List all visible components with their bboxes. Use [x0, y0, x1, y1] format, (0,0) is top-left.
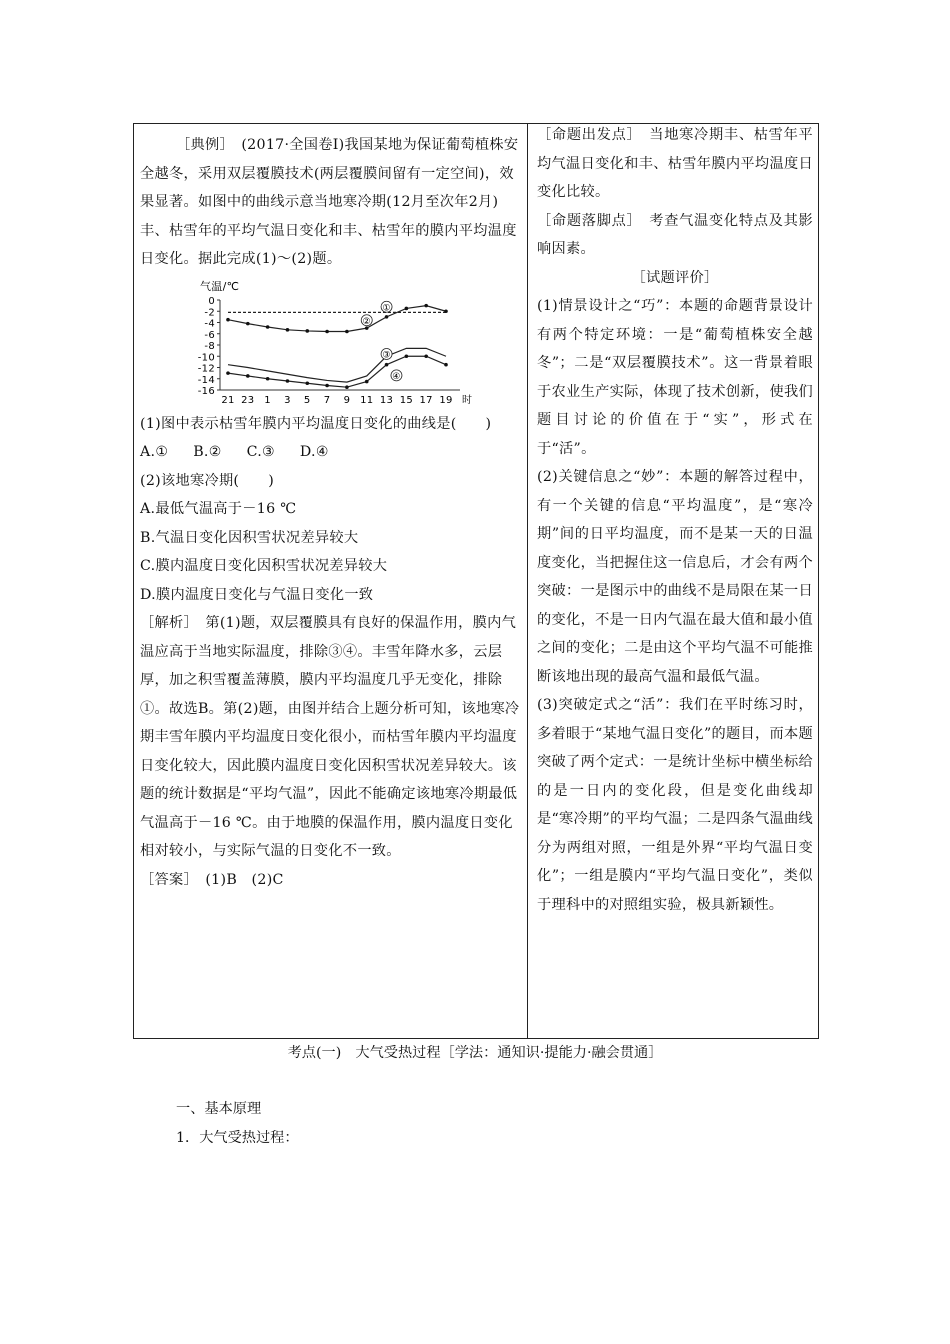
evaluation-2: (2)关键信息之“妙”：本题的解答过程中，有一个关键的信息“平均温度”，是“寒冷期”间的日平均温度，而不是某一天的日温度变化，当把握住这一信息后，才会有两个突破：一是图示中的曲线不是局限在某一日的变化，不是一日内气温在最大值和最小值之间的变化；二是由这个平均气温不可能推断该地出现的最高气温和最低气温。 [537, 469, 813, 685]
series-point [305, 329, 309, 333]
series-point [385, 315, 389, 319]
series-point [246, 374, 250, 378]
left-column [140, 131, 520, 894]
evaluation-heading: ［试题评价］ [631, 269, 719, 286]
section-caption: 考点(一) 大气受热过程［学法：通知识·提能力·融会贯通］ [287, 1045, 663, 1061]
series-point [405, 306, 409, 310]
y-tick-label: -10 [197, 351, 215, 363]
x-tick-label: 15 [399, 394, 414, 406]
y-tick-label: -14 [197, 374, 215, 386]
evaluation-1: (1)情景设计之“巧”：本题的命题背景设计有两个特定环境：一是“葡萄植株安全越冬”；二是“双层覆膜技术”。这一背景着眼于农业生产实际，体现了技术创新，使我们题目讨论的价值在于“实”，形式在于“活”。 [537, 298, 813, 457]
series-point [444, 362, 448, 366]
x-tick-label: 17 [419, 394, 433, 406]
origin-point: ［命题出发点］ 当地寒冷期丰、枯雪年平均气温日变化和丰、枯雪年膜内平均温度日变化比较。 [537, 127, 813, 200]
series-label: ② [362, 316, 371, 327]
option-b: B.② [193, 444, 222, 460]
series-line-4 [228, 356, 446, 387]
series-point [325, 329, 329, 333]
x-tick-label: 1 [264, 394, 271, 406]
series-label: ④ [392, 371, 401, 382]
series-label: ③ [382, 350, 391, 360]
section-heading: 一、基本原理 [176, 1101, 262, 1117]
series-point [226, 371, 230, 375]
series-point [365, 326, 369, 330]
series-point [266, 325, 270, 329]
series-point [405, 354, 409, 358]
y-tick-label: -8 [204, 340, 215, 352]
series-label: ① [382, 302, 391, 313]
subsection-heading: 1．大气受热过程： [176, 1130, 299, 1146]
series-point [345, 329, 349, 333]
temperature-chart [190, 278, 480, 410]
y-axis-label: 气温/℃ [200, 279, 240, 293]
series-point [305, 381, 309, 385]
question-2-option-a: A.最低气温高于－16 ℃ [140, 501, 297, 517]
question-1: (1)图中表示枯雪年膜内平均温度日变化的曲线是( ) [140, 415, 492, 432]
series-point [266, 376, 270, 380]
series-point [325, 383, 329, 387]
question-2-option-c: C.膜内温度日变化因积雪状况差异较大 [140, 558, 388, 574]
x-tick-label: 11 [360, 394, 374, 406]
x-tick-label: 23 [241, 394, 255, 406]
question-2: (2)该地寒冷期( ) [140, 472, 275, 489]
x-tick-label: 5 [303, 394, 311, 406]
column-divider [527, 123, 528, 1039]
x-tick-label: 19 [439, 394, 453, 406]
y-tick-label: -4 [204, 318, 215, 329]
focus-point: ［命题落脚点］ 考查气温变化特点及其影响因素。 [537, 212, 813, 257]
y-tick-label: -16 [197, 385, 215, 397]
series-line-3 [228, 348, 446, 382]
series-line-2 [228, 302, 446, 331]
series-point [444, 309, 448, 313]
series-point [424, 303, 428, 307]
x-axis-label: 时 [462, 394, 473, 406]
y-tick-label: -2 [204, 306, 215, 318]
y-tick-label: 0 [208, 295, 215, 307]
series-point [286, 379, 290, 383]
x-tick-label: 9 [343, 394, 351, 406]
series-point [385, 362, 389, 366]
series-point [424, 354, 428, 358]
series-point [246, 321, 250, 325]
evaluation-3: (3)突破定式之“活”：我们在平时练习时，多着眼于“某地气温日变化”的题目，而本题突破了两个定式：一是统计坐标中横坐标给的是一日内的变化段，但是变化曲线却是“寒冷期”的平均气温；二是四条气温曲线分为两组对照，一组是外界“平均气温日变化”；一组是膜内“平均气温日变化”，类似于理科中的对照组实验，极具新颖性。 [537, 697, 813, 913]
series-point [286, 328, 290, 332]
question-2-option-b: B.气温日变化因积雪状况差异较大 [140, 529, 359, 546]
answer-text: ［答案］ (1)B (2)C [140, 871, 284, 888]
option-d: D.④ [299, 444, 329, 460]
analysis-text: ［解析］ 第(1)题，双层覆膜具有良好的保温作用，膜内气温应高于当地实际温度，排除③④。丰雪年降水多，云层厚，加之积雪覆盖薄膜，膜内平均温度几乎无变化，排除①。故选B。第(2)题，由图并结合上题分析可知，该地寒冷期丰雪年膜内平均温度日变化很小，而枯雪年膜内平均温度日变化较大，因此膜内温度日变化因积雪状况差异较大。该题的统计数据是“平均气温”，因此不能确定该地寒冷期最低气温高于－16 ℃。由于地膜的保温作用，膜内温度日变化相对较小，与实际气温的日变化不一致。 [140, 615, 520, 859]
y-tick-label: -6 [204, 329, 215, 341]
option-c: C.③ [246, 444, 276, 460]
y-tick-label: -12 [197, 363, 215, 374]
series-point [345, 385, 349, 389]
right-column [537, 121, 813, 919]
question-1-options [140, 438, 520, 467]
x-tick-label: 7 [323, 394, 331, 406]
option-a: A.① [140, 444, 169, 460]
series-point [365, 379, 369, 383]
question-2-option-d: D.膜内温度日变化与气温日变化一致 [140, 586, 374, 603]
series-point [226, 317, 230, 321]
x-tick-label: 21 [221, 394, 235, 406]
x-tick-label: 13 [379, 394, 394, 406]
x-tick-label: 3 [284, 394, 291, 406]
example-text: ［典例］ (2017·全国卷Ⅰ)我国某地为保证葡萄植株安全越冬，采用双层覆膜技术(两层覆膜间留有一定空间)，效果显著。如图中的曲线示意当地寒冷期(12月至次年2月)丰、枯雪年的平均气温日变化和丰、枯雪年的膜内平均温度日变化。据此完成(1)～(2)题。 [140, 137, 519, 267]
